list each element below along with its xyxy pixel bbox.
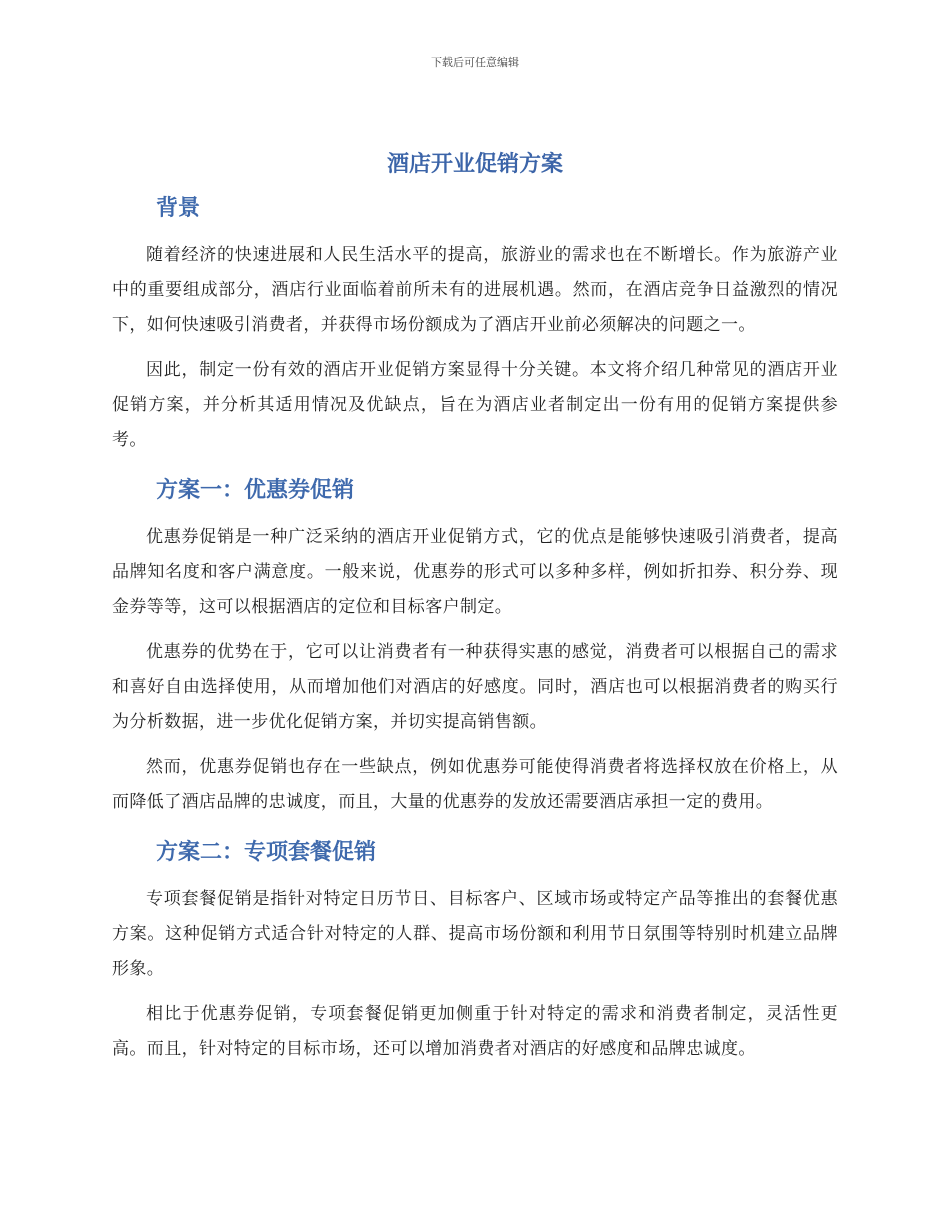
document-body bbox=[112, 150, 838, 1077]
paragraph: 相比于优惠券促销，专项套餐促销更加侧重于针对特定的需求和消费者制定，灵活性更高。而且，针对特定的目标市场，还可以增加消费者对酒店的好感度和品牌忠诚度。 bbox=[112, 1004, 838, 1059]
section-package-promotion bbox=[112, 838, 838, 1067]
document-title: 酒店开业促销方案 bbox=[386, 152, 563, 177]
paragraph: 然而，优惠券促销也存在一些缺点，例如优惠券可能使得消费者将选择权放在价格上，从而降低了酒店品牌的忠诚度，而且，大量的优惠券的发放还需要酒店承担一定的费用。 bbox=[112, 757, 838, 812]
section-heading: 方案一：优惠券促销 bbox=[156, 478, 355, 503]
paragraph: 因此，制定一份有效的酒店开业促销方案显得十分关键。本文将介绍几种常见的酒店开业促销方案，并分析其适用情况及优缺点，旨在为酒店业者制定出一份有用的促销方案提供参考。 bbox=[112, 360, 838, 450]
section-coupon-promotion bbox=[112, 476, 838, 820]
paragraph: 优惠券的优势在于，它可以让消费者有一种获得实惠的感觉，消费者可以根据自己的需求和喜好自由选择使用，从而增加他们对酒店的好感度。同时，酒店也可以根据消费者的购买行为分析数据，进一步优化促销方案，并切实提高销售额。 bbox=[112, 642, 838, 732]
paragraph: 优惠券促销是一种广泛采纳的酒店开业促销方式，它的优点是能够快速吸引消费者，提高品牌知名度和客户满意度。一般来说，优惠券的形式可以多种多样，例如折扣券、积分券、现金券等等，这可以根据酒店的定位和目标客户制定。 bbox=[112, 527, 838, 617]
section-background bbox=[112, 194, 838, 458]
paragraph: 随着经济的快速进展和人民生活水平的提高，旅游业的需求也在不断增长。作为旅游产业中的重要组成部分，酒店行业面临着前所未有的进展机遇。然而，在酒店竞争日益激烈的情况下，如何快速吸引消费者，并获得市场份额成为了酒店开业前必须解决的问题之一。 bbox=[112, 245, 838, 335]
page-header-note: 下载后可任意编辑 bbox=[431, 56, 519, 69]
paragraph: 专项套餐促销是指针对特定日历节日、目标客户、区域市场或特定产品等推出的套餐优惠方案。这种促销方式适合针对特定的人群、提高市场份额和利用节日氛围等特别时机建立品牌形象。 bbox=[112, 889, 838, 979]
section-heading: 背景 bbox=[156, 196, 201, 221]
section-heading: 方案二：专项套餐促销 bbox=[156, 840, 377, 865]
